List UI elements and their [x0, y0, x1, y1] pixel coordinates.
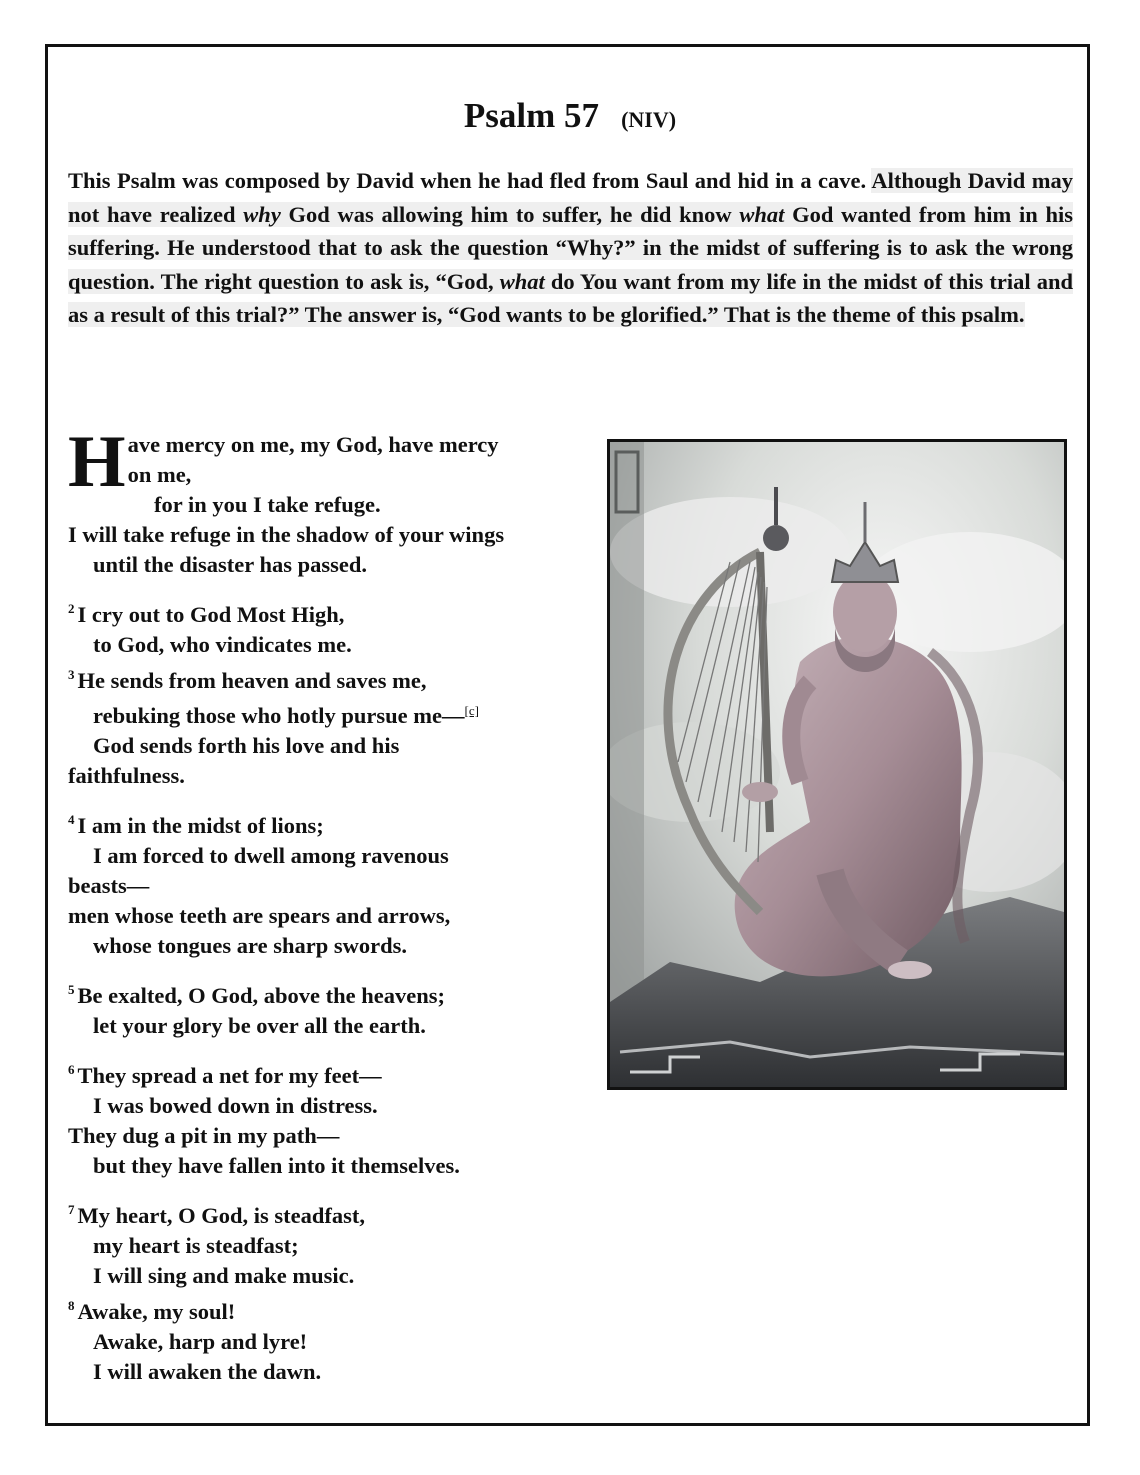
verse-line: until the disaster has passed. — [93, 552, 368, 577]
verse-line: but they have fallen into it themselves. — [93, 1153, 460, 1178]
intro-text: do You want from my life in the midst of this trial and as a result of this trial?” The answer is, “God wants to be glorified.” That is the theme of this psalm. — [68, 268, 1073, 328]
verse-line: Awake, my soul! — [77, 1299, 236, 1324]
verse-line: I am in the midst of lions; — [77, 813, 324, 838]
verse-line: rebuking those who hotly pursue me— — [93, 703, 465, 728]
verse-number: 2 — [68, 601, 75, 616]
verse-line: My heart, O God, is steadfast, — [77, 1203, 365, 1228]
verse-2-3 — [68, 594, 588, 791]
drop-cap: H — [68, 421, 126, 503]
verse-line: I am forced to dwell among ravenous — [93, 843, 449, 868]
verse-line: They spread a net for my feet— — [77, 1063, 382, 1088]
verse-line: my heart is steadfast; — [93, 1233, 299, 1258]
verse-1 — [68, 421, 588, 580]
verse-line: He sends from heaven and saves me, — [77, 668, 427, 693]
verse-number: 3 — [68, 667, 75, 682]
psalm-title: Psalm 57 — [463, 96, 600, 135]
verse-line: to God, who vindicates me. — [93, 632, 352, 657]
verse-5 — [68, 975, 588, 1041]
verse-line: I will take refuge in the shadow of your wings — [68, 522, 505, 547]
verse-number: 7 — [68, 1202, 75, 1217]
verse-line: Be exalted, O God, above the heavens; — [77, 983, 445, 1008]
verse-line: let your glory be over all the earth. — [93, 1013, 426, 1038]
verse-number: 4 — [68, 812, 75, 827]
page-title — [0, 96, 1140, 136]
verse-line: ave mercy on me, my God, have mercy — [127, 432, 499, 457]
verse-7-8 — [68, 1195, 588, 1387]
illustration-svg — [610, 442, 1064, 1087]
bible-version: (NIV) — [621, 107, 677, 132]
verse-line: I was bowed down in distress. — [93, 1093, 378, 1118]
intro-text: God wanted from him in his suffering. He understood that to ask the question “Why?” in the midst of suffering is to ask the wrong question. The right question to ask is, “God, — [68, 201, 1073, 294]
verse-line: men whose teeth are spears and arrows, — [68, 903, 451, 928]
intro-text: God was allowing him to suffer, he did know — [280, 201, 740, 227]
verse-4 — [68, 805, 588, 961]
verse-line: Awake, harp and lyre! — [93, 1329, 308, 1354]
verse-number: 5 — [68, 982, 75, 997]
verse-line: faithfulness. — [68, 763, 185, 788]
intro-text: Although David may not have realized — [68, 168, 1073, 227]
verse-line: I will sing and make music. — [93, 1263, 355, 1288]
psalm-text — [68, 421, 588, 1387]
intro-sentence-1: This Psalm was composed by David when he had fled from Saul and hid in a cave. — [68, 168, 867, 193]
intro-emphasis-why: why — [243, 201, 281, 227]
footnote-link[interactable]: [c] — [464, 703, 479, 718]
intro-paragraph — [68, 164, 1073, 332]
verse-line: on me, — [127, 462, 192, 487]
intro-emphasis-what: what — [499, 268, 545, 294]
verse-line: for in you I take refuge. — [154, 492, 381, 517]
intro-emphasis-what: what — [739, 201, 785, 227]
verse-6 — [68, 1055, 588, 1181]
verse-line: I will awaken the dawn. — [93, 1359, 322, 1384]
verse-line: beasts— — [68, 873, 150, 898]
verse-number: 8 — [68, 1298, 75, 1313]
verse-number: 6 — [68, 1062, 75, 1077]
verse-line: I cry out to God Most High, — [77, 602, 345, 627]
verse-line: God sends forth his love and his — [93, 733, 400, 758]
verse-line: whose tongues are sharp swords. — [93, 933, 407, 958]
verse-line: They dug a pit in my path— — [68, 1123, 340, 1148]
king-david-harp-illustration — [607, 439, 1067, 1090]
